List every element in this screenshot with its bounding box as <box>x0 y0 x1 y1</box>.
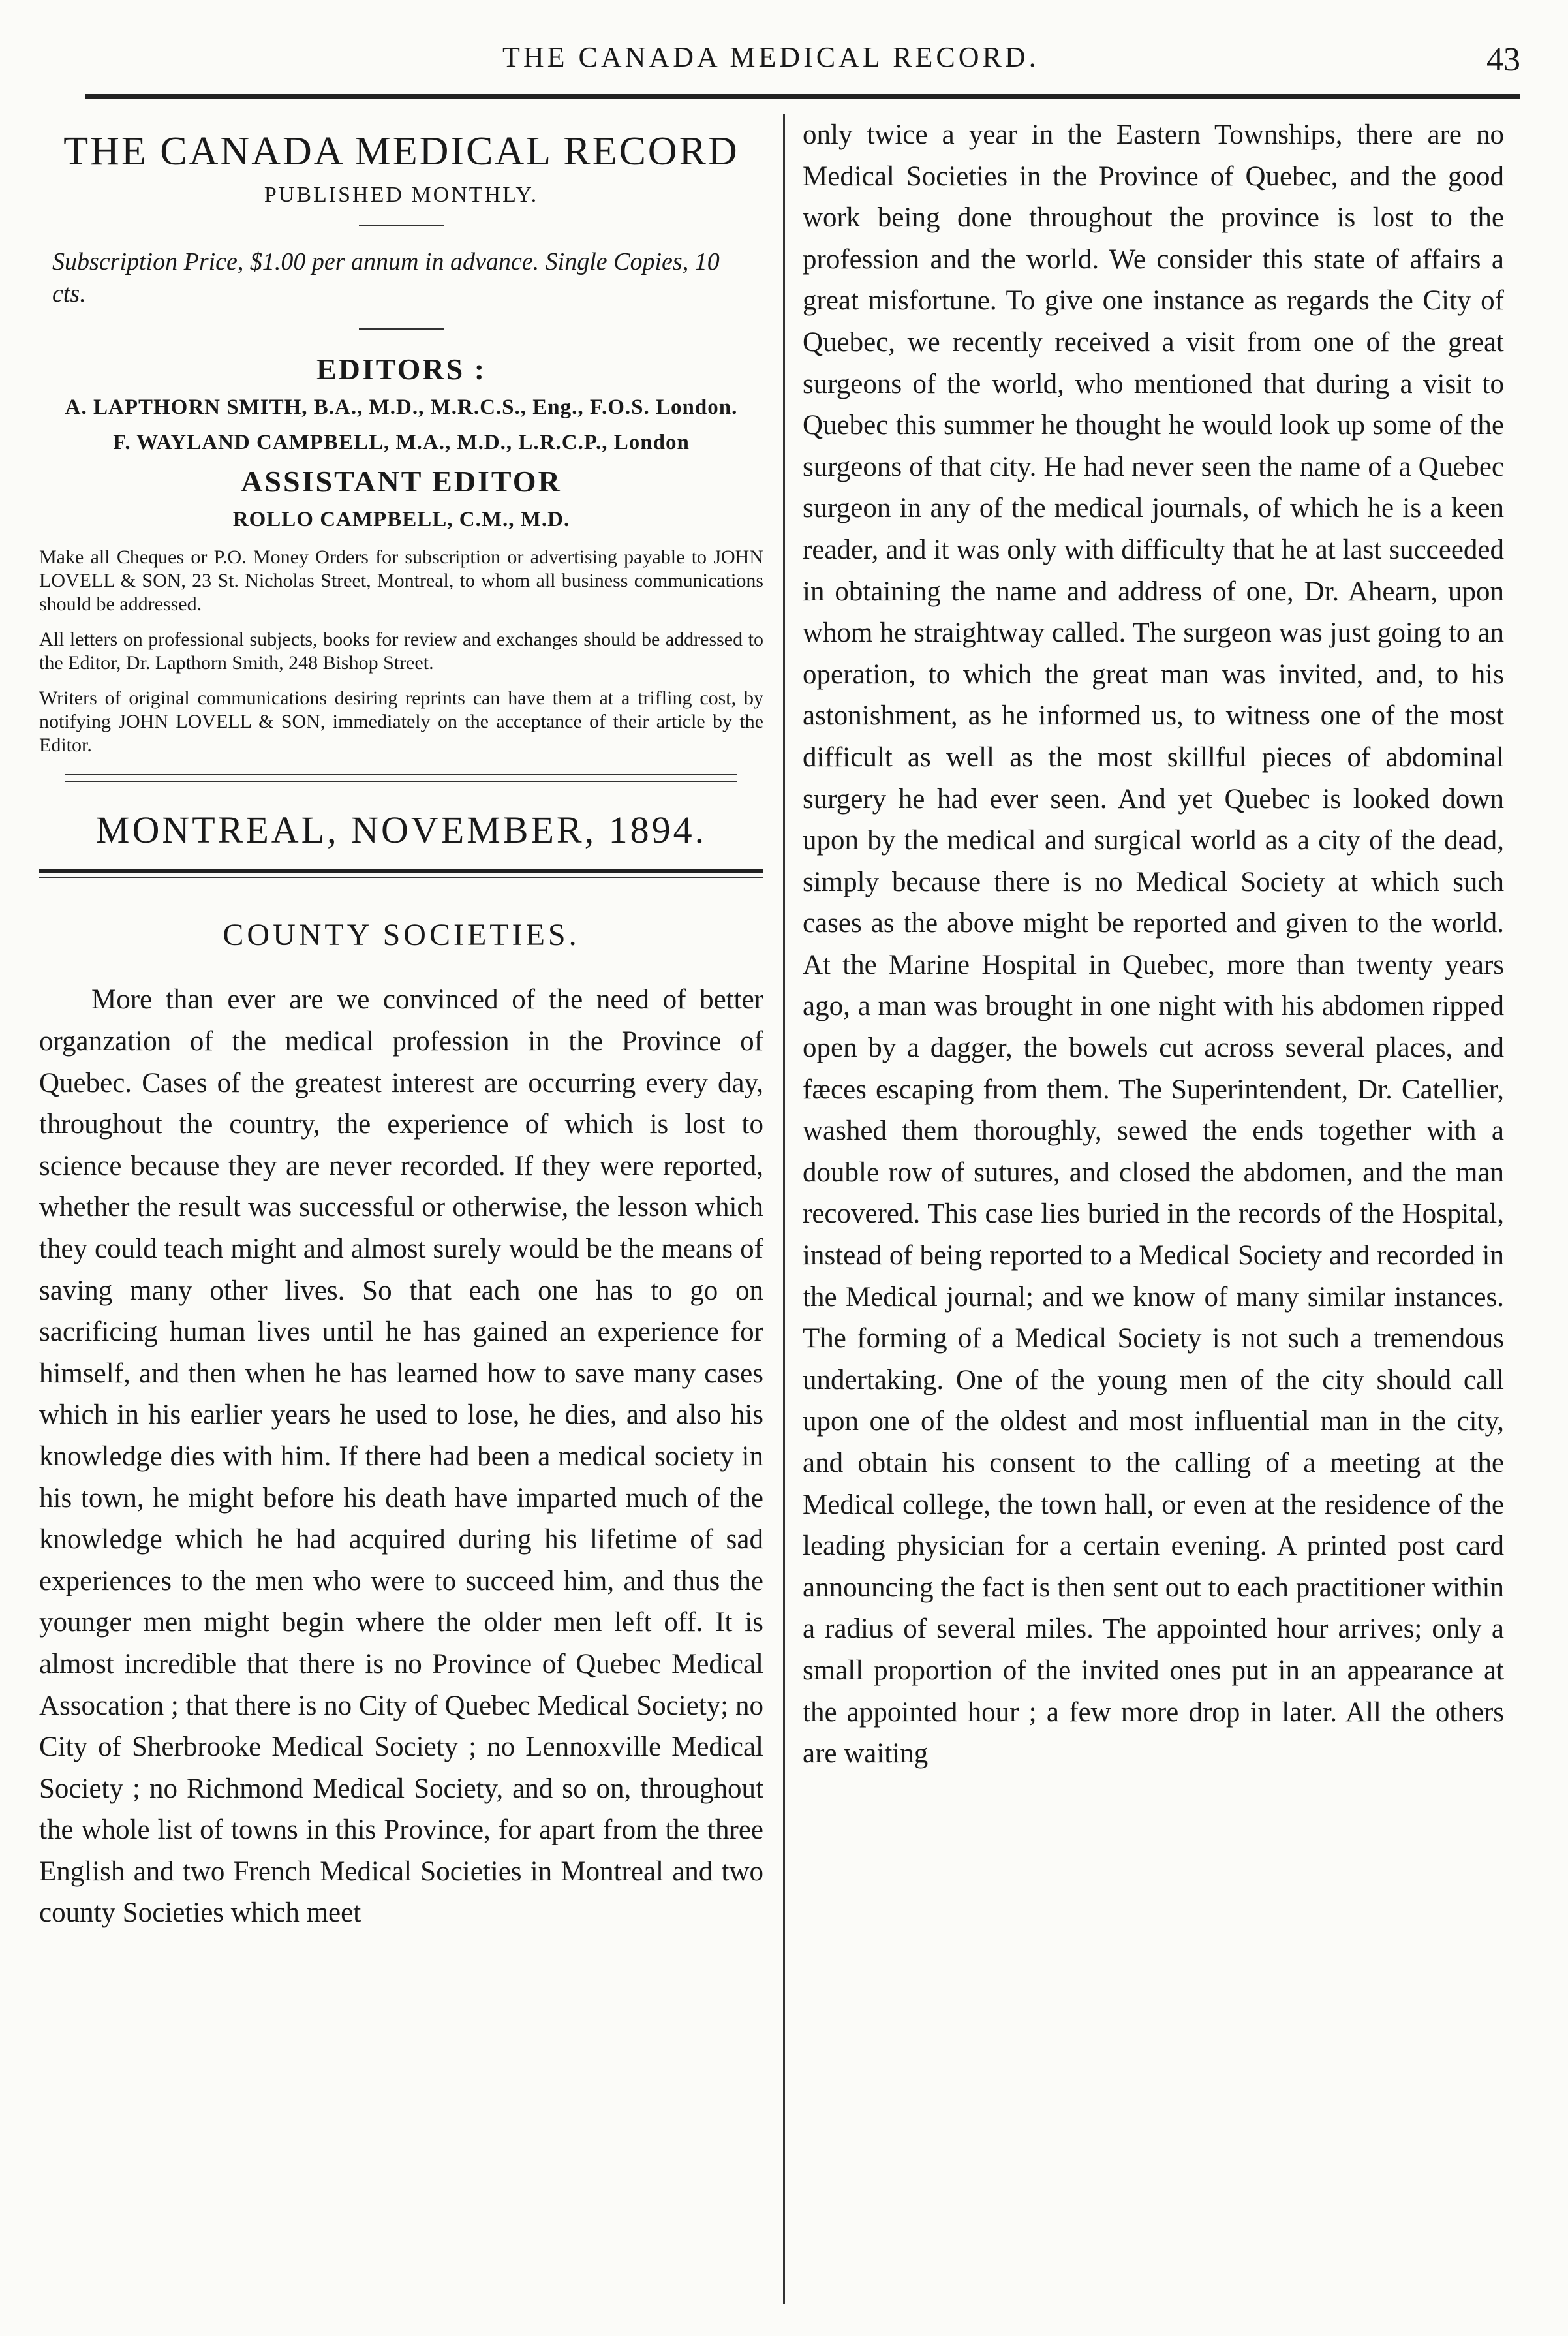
short-rule <box>359 225 444 226</box>
left-column <box>39 114 763 1934</box>
assistant-editor: ROLLO CAMPBELL, C.M., M.D. <box>232 507 570 531</box>
masthead-subtitle: PUBLISHED MONTHLY. <box>264 183 539 207</box>
dateline: MONTREAL, NOVEMBER, 1894. <box>95 809 707 852</box>
editor-1: A. LAPTHORN SMITH, B.A., M.D., M.R.C.S., Eng., F.O.S. London. <box>65 395 738 419</box>
page-header <box>85 34 1520 99</box>
article-body-left: More than ever are we convinced of the need of better organzation of the medical profession in the Province of Quebec. Cases of the greatest interest are occurring every day, throughout the country, the experience of which is lost to science because they are never recorded. If they were reported, whether the result was successful or otherwise, the lesson which they could teach might and almost surely would be the means of saving many other lives. So that each one has to go on sacrificing human lives until he has gained an experience for himself, and then when he has learned how to save many cases which in his earlier years he used to lose, he dies, and also his knowledge dies with him. If there had been a medical society in his town, he might before his death have imparted much of the knowledge which he had acquired during his lifetime of sad experiences to the men who were to succeed him, and thus the younger men might begin where the older men left off. It is almost incredible that there is no Province of Quebec Medical Assocation ; that there is no City of Quebec Medical Society; no City of Sherbrooke Medical Society ; no Lennoxville Medical Society ; no Richmond Medical Society, and so on, throughout the whole list of towns in this Province, for apart from the three English and two French Medical Societies in Montreal and two county Societies which meet <box>39 984 763 1929</box>
short-rule <box>359 328 444 330</box>
running-head: THE CANADA MEDICAL RECORD. <box>502 41 1039 73</box>
masthead-title: THE CANADA MEDICAL RECORD <box>63 129 739 174</box>
page-number: 43 <box>1486 41 1520 78</box>
assistant-editor-heading: ASSISTANT EDITOR <box>241 464 562 498</box>
right-column <box>803 114 1504 1775</box>
subscription-price: Subscription Price, $1.00 per annum in advance. Single Copies, 10 cts. <box>52 248 720 308</box>
editor-2: F. WAYLAND CAMPBELL, M.A., M.D., L.R.C.P., London <box>113 431 690 455</box>
article-body-right: only twice a year in the Eastern Townships, there are no Medical Societies in the Province of Quebec, and the good work being done throughout the province is lost to the profession and the world. We consider this state of affairs a great misfortune. To give one instance as regards the City of Quebec, we recently received a visit from one of the great surgeons of the world, who mentioned that during a visit to Quebec this summer he thought he would look up some of the surgeons of that city. He had never seen the name of a Quebec surgeon in any of the medical journals, of which he is a keen reader, and it was only with difficulty that he at last succeeded in obtaining the name and address of one, Dr. Ahearn, upon whom he straightway called. The surgeon was just going to an operation, to which the great man was invited, and, to his astonishment, as he informed us, to witness one of the most difficult as well as the most skillful pieces of abdominal surgery he had ever seen. And yet Quebec is looked down upon by the medical and surgical world as a city of the dead, simply because there is no Medical Society at which such cases as the above might be reported and given to the world. At the Marine Hospital in Quebec, more than twenty years ago, a man was brought in one night with his abdomen ripped open by a dagger, the bowels cut across several places, and fæces escaping from them. The Superintendent, Dr. Catellier, washed them thoroughly, sewed the ends together with a double row of sutures, and closed the abdomen, and the man recovered. This case lies buried in the records of the Hospital, instead of being reported to a Medical Society and recorded in the Medical journal; and we know of many similar instances. The forming of a Medical Society is not such a tremendous undertaking. One of the young men of the city should call upon one of the oldest and most influential man in the city, and obtain his consent to the calling of a meeting at the Medical college, the town hall, or even at the residence of the leading physician for a certain evening. A printed post card announcing the fact is then sent out to each practitioner within a radius of several miles. The appointed hour arrives; only a small proportion of the invited ones put in an appearance at the appointed hour ; a few more drop in later. All the others are waiting <box>803 119 1504 1769</box>
notice-letters: All letters on professional subjects, books for review and exchanges should be addressed to the Editor, Dr. Lapthorn Smith, 248 Bishop Street. <box>39 629 763 674</box>
notice-reprints: Writers of original communications desiring reprints can have them at a trifling cost, by notifying JOHN LOVELL & SON, immediately on the acceptance of their article by the Editor. <box>39 687 763 756</box>
masthead-rule <box>65 774 737 782</box>
article-title: COUNTY SOCIETIES. <box>223 918 580 953</box>
header-rule <box>85 94 1520 99</box>
editors-heading: EDITORS : <box>316 352 487 386</box>
notice-payment: Make all Cheques or P.O. Money Orders for subscription or advertising payable to JOHN LOVELL & SON, 23 St. Nicholas Street, Montreal, to whom all business communications should be addressed. <box>39 546 763 615</box>
dateline-rule <box>39 869 763 878</box>
column-divider <box>783 114 785 2304</box>
